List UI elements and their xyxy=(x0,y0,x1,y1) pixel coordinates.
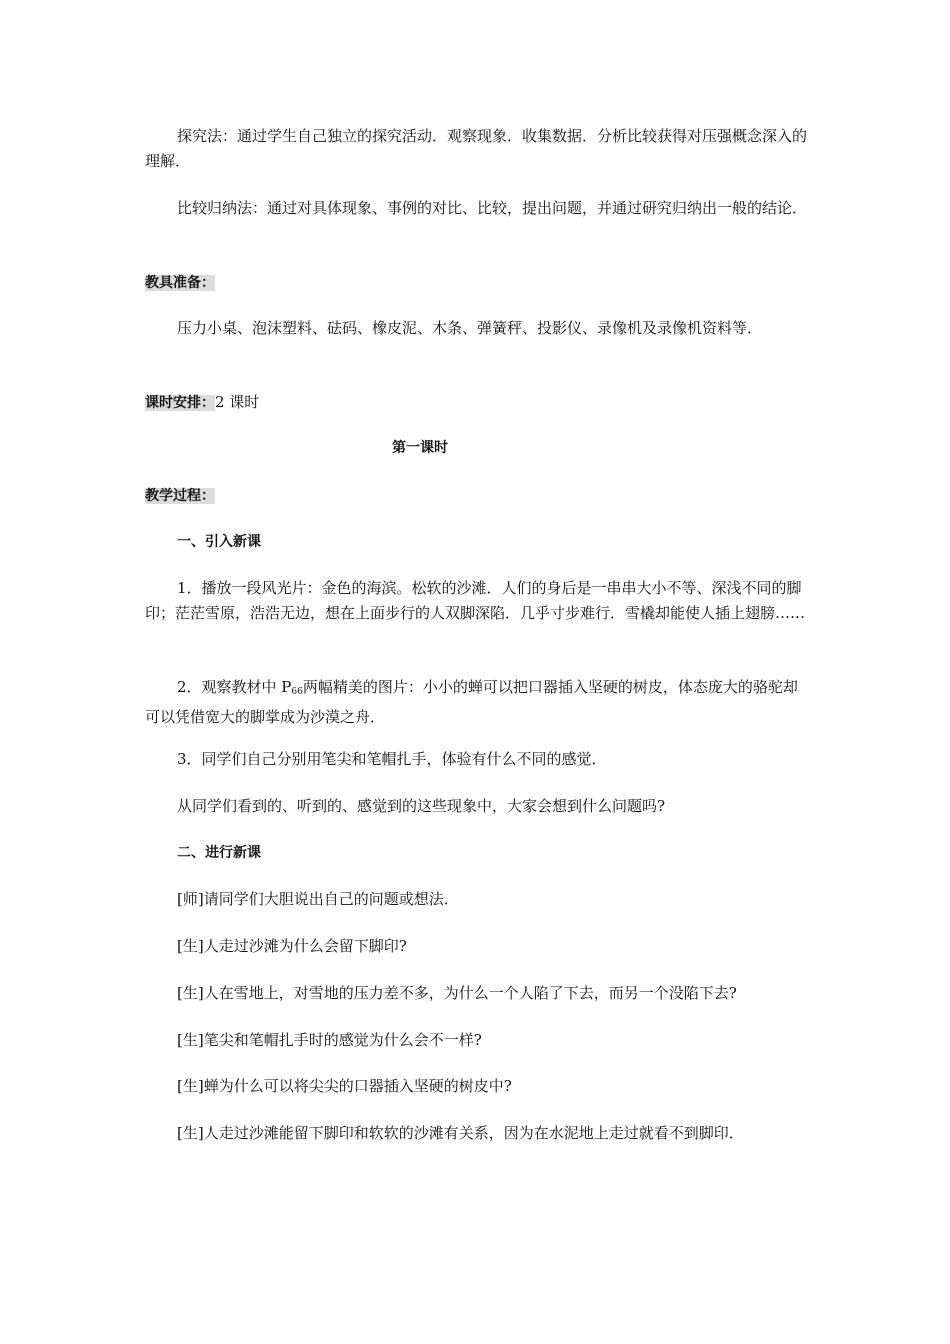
part2-heading: 二、进行新课 xyxy=(177,845,261,861)
method-compare-paragraph: 比较归纳法：通过对具体现象、事例的对比、比较，提出问题，并通过研究归纳出一般的结论． xyxy=(177,199,808,217)
part1-item1: 1．播放一段风光片：金色的海滨。松软的沙滩．人们的身后是一串串大小不等、深浅不同的脚印；茫茫雪原，浩浩无边，想在上面步行的人双脚深陷．几乎寸步难行．雪橇却能使人插上翅膀…… xyxy=(145,579,806,622)
equipment-heading xyxy=(145,270,810,296)
process-label: 教学过程： xyxy=(145,488,215,504)
part1-question: 从同学们看到的、听到的、感觉到的这些现象中，大家会想到什么问题吗? xyxy=(177,797,666,815)
part1-item2-pre: 2．观察教材中 P xyxy=(177,678,292,696)
dialog-line: [生]笔尖和笔帽扎手时的感觉为什么会不一样? xyxy=(177,1031,482,1049)
schedule-line xyxy=(145,390,810,416)
equipment-paragraph: 压力小桌、泡沫塑料、砝码、橡皮泥、木条、弹簧秤、投影仪、录像机及录像机资料等． xyxy=(177,319,763,337)
dialog-line: [生]人在雪地上，对雪地的压力差不多，为什么一个人陷了下去，而另一个没陷下去? xyxy=(177,984,737,1002)
method-explore-paragraph: 探究法：通过学生自己独立的探究活动．观察现象．收集数据．分析比较获得对压强概念深入的理解． xyxy=(145,127,808,170)
dialog-line: [生]蝉为什么可以将尖尖的口器插入坚硬的树皮中? xyxy=(177,1077,512,1095)
schedule-value: 2 课时 xyxy=(215,393,260,411)
part1-heading: 一、引入新课 xyxy=(177,534,261,550)
dialog-line: [师]请同学们大胆说出自己的问题或想法． xyxy=(177,890,459,908)
equipment-label: 教具准备： xyxy=(145,275,215,291)
dialog-line: [生]人走过沙滩能留下脚印和软软的沙滩有关系，因为在水泥地上走过就看不到脚印． xyxy=(177,1124,744,1142)
part1-item2 xyxy=(145,675,810,730)
part1-item2-post: 两幅精美的图片：小小的蝉可以把口器插入坚硬的树皮，体态庞大的骆驼却可以凭借宽大的脚掌成为沙漠之舟． xyxy=(145,678,798,726)
part1-item2-subscript: 66 xyxy=(291,687,303,697)
dialog-line: [生]人走过沙滩为什么会留下脚印? xyxy=(177,937,407,955)
lesson-title: 第一课时 xyxy=(392,440,448,456)
process-heading xyxy=(145,483,810,509)
part1-item3: 3．同学们自己分别用笔尖和笔帽扎手，体验有什么不同的感觉． xyxy=(177,750,607,768)
schedule-label: 课时安排： xyxy=(145,395,215,411)
